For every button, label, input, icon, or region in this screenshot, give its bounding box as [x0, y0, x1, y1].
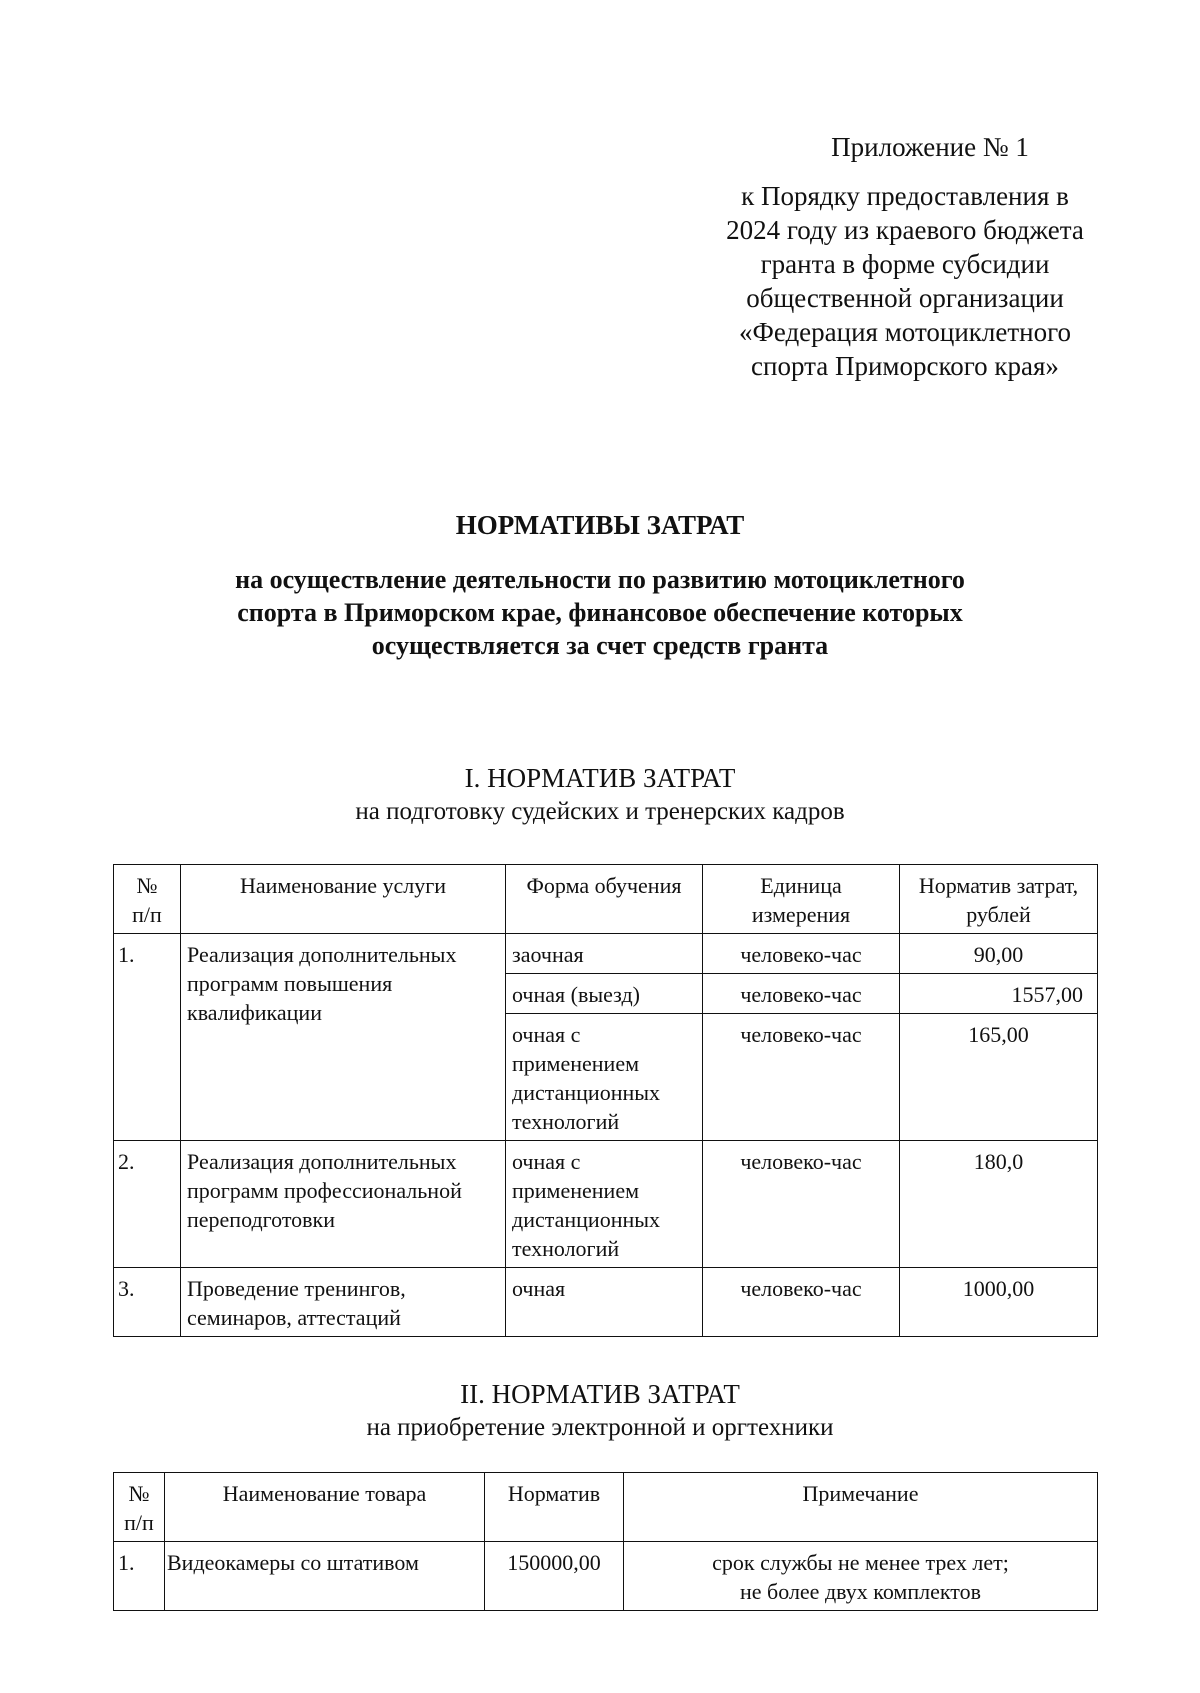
cell-text: программ повышения [187, 971, 393, 996]
row-note [624, 1542, 1098, 1611]
subtitle-line: осуществляется за счет средств гранта [371, 631, 829, 660]
header-text: рублей [966, 902, 1031, 927]
subtitle-line: спорта в Приморском крае, финансовое обеспечение которых [237, 598, 963, 627]
annex-block [695, 130, 1115, 383]
table-row [114, 1141, 1098, 1268]
row-num: 2. [114, 1141, 181, 1268]
row-norm: 180,0 [900, 1141, 1098, 1268]
cell-text: применением [512, 1051, 640, 1076]
cell-text: квалификации [187, 1000, 322, 1025]
cell-text: Реализация дополнительных [187, 1149, 457, 1174]
annex-line: «Федерация мотоциклетного [738, 317, 1072, 347]
row-form: очная [506, 1268, 703, 1337]
row-service [181, 1141, 506, 1268]
row-num: 1. [114, 1542, 165, 1611]
annex-line: спорта Приморского края» [751, 351, 1059, 381]
table-header-row [114, 865, 1098, 934]
row-norm: 165,00 [900, 1014, 1098, 1141]
header-note: Примечание [624, 1473, 1098, 1542]
row-form [506, 1014, 703, 1141]
header-text: измерения [751, 902, 851, 927]
header-text: п/п [132, 902, 162, 927]
document-subtitle [150, 563, 1050, 662]
row-norm: 1000,00 [900, 1268, 1098, 1337]
cell-text: технологий [512, 1109, 620, 1134]
row-service [181, 1268, 506, 1337]
section1-title: I. НОРМАТИВ ЗАТРАТ [464, 763, 736, 793]
table-row [114, 1268, 1098, 1337]
row-form: заочная [506, 934, 703, 974]
row-service [181, 934, 506, 1141]
cell-text: переподготовки [187, 1207, 335, 1232]
table-row [114, 934, 1098, 974]
row-norm: 150000,00 [485, 1542, 624, 1611]
annex-number: Приложение № 1 [831, 132, 1029, 162]
annex-line: общественной организации [746, 283, 1064, 313]
section1-table [113, 864, 1098, 1337]
cell-text: дистанционных [512, 1080, 661, 1105]
row-unit: человеко-час [703, 934, 900, 974]
row-num: 1. [114, 934, 181, 1141]
header-text: Норматив затрат, [918, 873, 1079, 898]
header-num [114, 865, 181, 934]
cell-text: семинаров, аттестаций [187, 1305, 401, 1330]
header-norm: Норматив [485, 1473, 624, 1542]
section2-title: II. НОРМАТИВ ЗАТРАТ [460, 1379, 740, 1409]
cell-text: технологий [512, 1236, 620, 1261]
row-norm: 90,00 [900, 934, 1098, 974]
row-form [506, 1141, 703, 1268]
cell-text: не более двух комплектов [740, 1579, 981, 1604]
header-num [114, 1473, 165, 1542]
row-num: 3. [114, 1268, 181, 1337]
cell-text: применением [512, 1178, 640, 1203]
header-text: п/п [124, 1510, 154, 1535]
table-header-row [114, 1473, 1098, 1542]
header-service: Наименование услуги [181, 865, 506, 934]
row-form: очная (выезд) [506, 974, 703, 1014]
annex-line: гранта в форме субсидии [760, 249, 1050, 279]
header-norm [900, 865, 1098, 934]
header-text: № [136, 873, 158, 898]
table-row [114, 1542, 1098, 1611]
cell-text: программ профессиональной [187, 1178, 462, 1203]
header-product: Наименование товара [165, 1473, 485, 1542]
row-unit: человеко-час [703, 974, 900, 1014]
header-text: № [128, 1481, 150, 1506]
header-form: Форма обучения [506, 865, 703, 934]
section2-table [113, 1472, 1098, 1611]
row-norm: 1557,00 [900, 974, 1098, 1014]
document-title: НОРМАТИВЫ ЗАТРАТ [455, 510, 745, 540]
cell-text: Проведение тренингов, [187, 1276, 406, 1301]
annex-line: к Порядку предоставления в [741, 181, 1069, 211]
section2-subtitle: на приобретение электронной и оргтехники [366, 1414, 834, 1441]
header-unit [703, 865, 900, 934]
cell-text: дистанционных [512, 1207, 661, 1232]
annex-line: 2024 году из краевого бюджета [726, 215, 1084, 245]
cell-text: очная с [512, 1149, 581, 1174]
subtitle-line: на осуществление деятельности по развитию мотоциклетного [235, 565, 965, 594]
row-unit: человеко-час [703, 1014, 900, 1141]
row-unit: человеко-час [703, 1141, 900, 1268]
cell-text: очная с [512, 1022, 581, 1047]
cell-text: срок службы не менее трех лет; [712, 1550, 1009, 1575]
header-text: Единица [760, 873, 842, 898]
row-unit: человеко-час [703, 1268, 900, 1337]
section1-subtitle: на подготовку судейских и тренерских кадров [355, 798, 845, 825]
cell-text: Реализация дополнительных [187, 942, 457, 967]
row-product: Видеокамеры со штативом [165, 1542, 485, 1611]
